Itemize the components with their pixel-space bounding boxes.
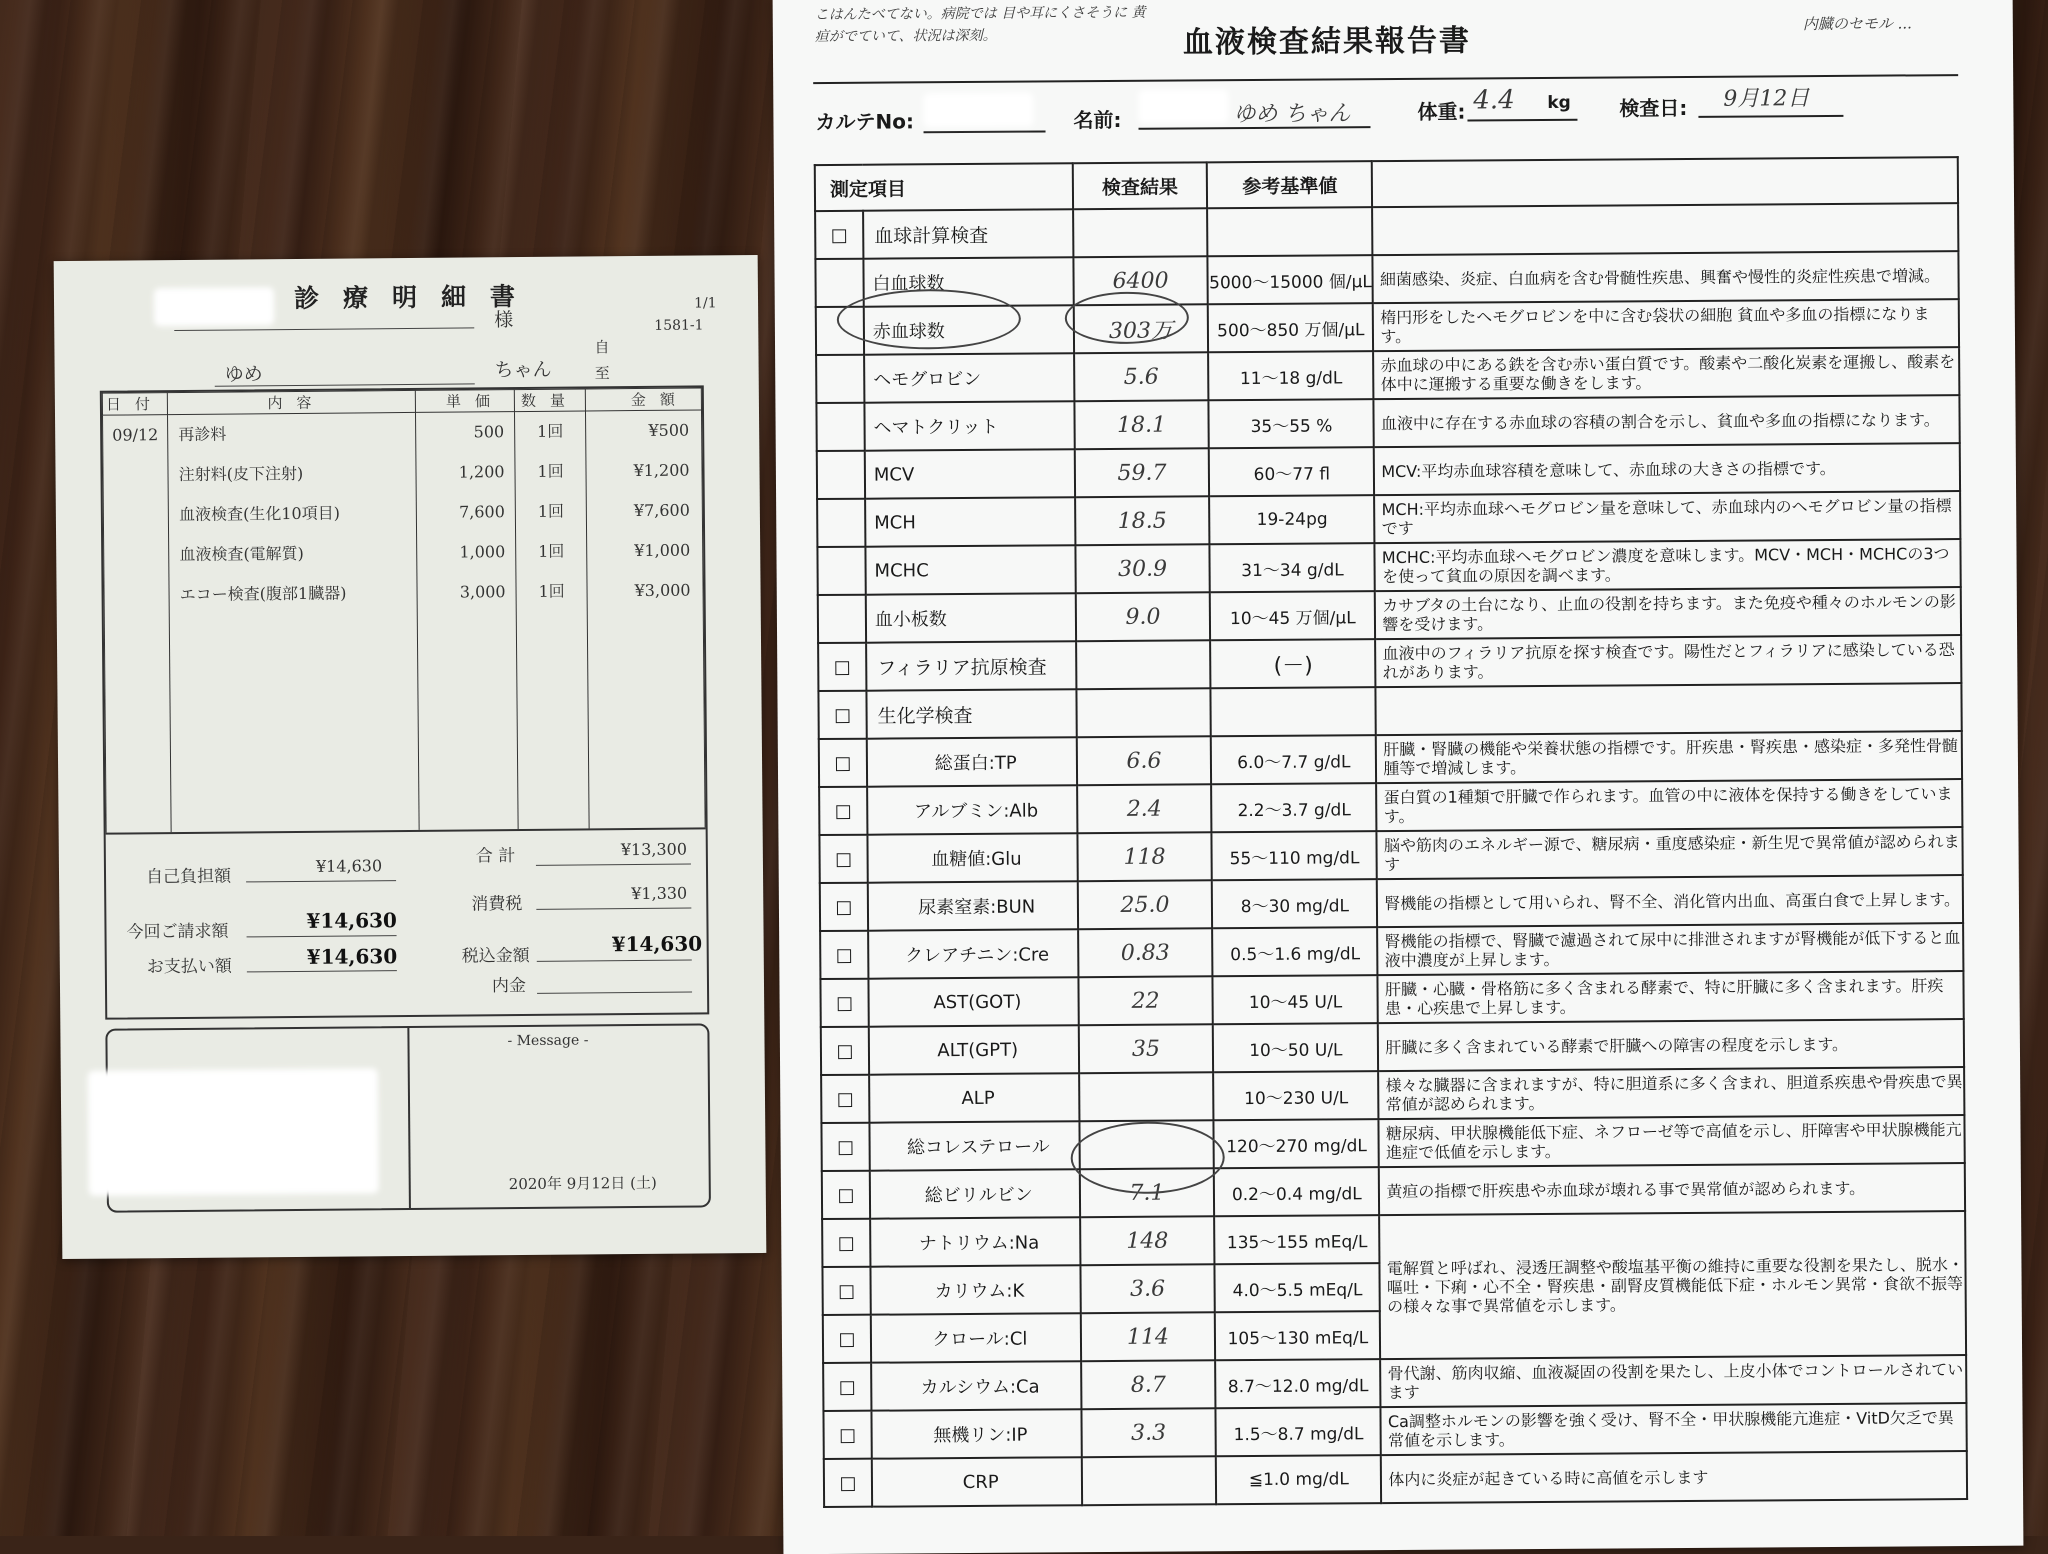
test-name: MCV [865, 449, 1075, 498]
test-name: ヘモグロビン [864, 353, 1074, 402]
row-price: 7,600 [458, 502, 505, 522]
test-result: 5.6 [1074, 352, 1209, 401]
row-price: 1,000 [459, 542, 506, 562]
test-description: 腎機能の指標として用いられ、腎不全、消化管内出血、高蛋白食で上昇します。 [1377, 875, 1963, 927]
result-row [821, 1115, 1964, 1171]
reference-range: 8.7〜12.0 mg/dL [1216, 1359, 1381, 1408]
result-row [820, 923, 1963, 979]
row-price: 500 [473, 422, 505, 442]
result-row [817, 539, 1960, 595]
karte-label: カルテNo: [815, 109, 915, 135]
test-description: 蛋白質の1種類で肝臓で作られます。血管の中に液体を保持する働きをしています。 [1376, 779, 1962, 831]
test-date: 9月12日 [1723, 86, 1810, 112]
row-spacer [816, 355, 864, 403]
reference-range: 0.5〜1.6 mg/dL [1212, 927, 1377, 976]
result-row [823, 1355, 1966, 1411]
row-qty: 1回 [538, 581, 565, 601]
owner-line [174, 327, 474, 331]
test-description: 赤血球の中にある鉄を含む赤い蛋白質です。酸素や二酸化炭素を運搬し、酸素を体中に運搬する重要な働きをします。 [1373, 347, 1959, 399]
results-table [814, 156, 1968, 1508]
test-result [1081, 1456, 1216, 1505]
reference-range: 8〜30 mg/dL [1212, 879, 1377, 928]
test-name: ヘマトクリット [864, 401, 1074, 450]
date-label: 検査日: [1619, 95, 1688, 121]
reference-range: 10〜45 万個/μL [1210, 591, 1375, 640]
billed-label: 今回ご請求額 [126, 921, 229, 943]
result-row [819, 827, 1962, 883]
row-spacer [817, 499, 865, 547]
test-description: 腎機能の指標で、腎臓で濾過されて尿中に排泄されますが腎機能が低下すると血液中濃度が上昇します。 [1377, 923, 1963, 975]
reference-range: 2.2〜3.7 g/dL [1211, 783, 1376, 832]
section-title: 血球計算検査 [863, 209, 1073, 258]
checkbox[interactable]: □ [818, 691, 866, 739]
row-spacer [816, 403, 864, 451]
row-item: エコー検査(腹部1臓器) [179, 583, 347, 605]
row-amount: ¥3,000 [634, 580, 691, 601]
filaria-ref: (－) [1210, 639, 1375, 688]
test-result [1079, 1072, 1214, 1121]
row-price: 3,000 [459, 582, 506, 602]
result-row [820, 875, 1963, 931]
checkbox[interactable]: □ [823, 1411, 871, 1459]
paid-label: お支払い額 [146, 956, 232, 978]
result-row [816, 395, 1959, 451]
billed-value: ¥14,630 [306, 908, 397, 933]
test-description: 楕円形をしたヘモグロビンを中に含む袋状の細胞 貧血や多血の指標になります。 [1373, 299, 1959, 351]
invoice-body [103, 410, 706, 833]
test-result: 0.83 [1078, 928, 1213, 977]
test-description: 細菌感染、炎症、白血病を含む骨髄性疾患、興奮や慢性的炎症性疾患で増減。 [1373, 251, 1959, 303]
row-amount: ¥500 [648, 420, 690, 440]
row-date: 09/12 [112, 425, 159, 445]
reference-range: 120〜270 mg/dL [1214, 1119, 1379, 1168]
invoice-table-box [100, 385, 709, 1019]
results-header [815, 157, 1958, 211]
section-filaria [818, 635, 1961, 691]
weight-label: 体重: [1417, 99, 1466, 124]
test-description: カサブタの土台になり、止血の役割を持ちます。また免疫や種々のホルモンの影響を受けます。 [1375, 587, 1961, 639]
reference-range: 55〜110 mg/dL [1212, 831, 1377, 880]
test-description: 血液中に存在する赤血球の容積の割合を示し、貧血や多血の指標になります。 [1374, 395, 1960, 447]
result-row [821, 1067, 1964, 1123]
checkbox[interactable]: □ [819, 787, 867, 835]
col-ref: 参考基準値 [1207, 161, 1372, 208]
checkbox[interactable]: □ [824, 1459, 872, 1507]
report-paper [773, 0, 2024, 1554]
test-result: 18.5 [1075, 496, 1210, 545]
checkbox[interactable]: □ [820, 979, 868, 1027]
row-price: 1,200 [458, 462, 505, 482]
test-name: 総コレステロール [869, 1121, 1079, 1170]
test-name: ナトリウム:Na [870, 1217, 1080, 1266]
test-result: 22 [1078, 976, 1213, 1025]
to-label: 至 [594, 364, 610, 383]
test-name: CRP [872, 1457, 1082, 1506]
result-row [820, 971, 1963, 1027]
checkbox[interactable]: □ [815, 211, 863, 259]
message-title: - Message - [507, 1032, 589, 1050]
report-title: 血液検査結果報告書 [1182, 23, 1472, 61]
invoice-paper [54, 255, 767, 1259]
reference-range: 0.2〜0.4 mg/dL [1214, 1167, 1379, 1216]
test-name: クレアチニン:Cre [868, 929, 1078, 978]
test-description: 肝臓・心臓・骨格筋に多く含まれる酵素で、特に肝臓に多く含まれます。肝疾患・心疾患で上昇します。 [1378, 971, 1964, 1023]
result-row [822, 1163, 1965, 1219]
redacted-owner [1138, 89, 1228, 124]
test-name: 総ビリルビン [870, 1169, 1080, 1218]
test-description: 体内に炎症が起きている時に高値を示します [1381, 1451, 1967, 1503]
handwritten-memo-right: 内臓のセモル ... [1802, 14, 1912, 34]
checkbox[interactable]: □ [818, 643, 866, 691]
redacted-karte-no [923, 93, 1033, 128]
incl-tax-label: 税込金額 [461, 945, 530, 967]
section-cbc [815, 203, 1958, 259]
test-description: Ca調整ホルモンの影響を強く受け、腎不全・甲状腺機能亢進症・VitD欠乏で異常値を示します。 [1381, 1403, 1967, 1455]
row-amount: ¥1,200 [633, 460, 690, 481]
row-qty: 1回 [537, 421, 564, 441]
section-title: 生化学検査 [866, 689, 1076, 738]
test-result: 2.4 [1077, 784, 1212, 833]
row-spacer [817, 451, 865, 499]
reference-range: 60〜77 fl [1209, 447, 1374, 496]
from-label: 自 [594, 338, 610, 357]
incl-tax-value: ¥14,630 [611, 931, 703, 957]
checkbox[interactable]: □ [819, 835, 867, 883]
test-name: カルシウム:Ca [871, 1361, 1081, 1410]
checkbox[interactable]: □ [819, 739, 867, 787]
test-result: 148 [1080, 1216, 1215, 1265]
tax-label: 消費税 [471, 894, 523, 915]
test-result: 118 [1077, 832, 1212, 881]
biochem-rows [819, 731, 1967, 1507]
row-item: 血液検査(生化10項目) [178, 503, 340, 525]
redacted-owner-name [154, 287, 274, 326]
test-description: 糖尿病、甲状腺機能低下症、ネフローゼ等で高値を示し、肝障害や甲状腺機能亢進症で低値を示します。 [1379, 1115, 1965, 1167]
row-qty: 1回 [537, 461, 564, 481]
test-result: 6.6 [1076, 736, 1211, 785]
test-name: 総蛋白:TP [867, 737, 1077, 786]
row-item: 血液検査(電解質) [179, 543, 304, 565]
row-amount: ¥1,000 [634, 540, 691, 561]
test-result: 8.7 [1081, 1360, 1216, 1409]
col-date: 日付 [102, 393, 167, 416]
checkbox[interactable]: □ [820, 883, 868, 931]
col-unit-price: 単価 [415, 390, 514, 413]
result-row [817, 443, 1960, 499]
checkbox[interactable]: □ [823, 1315, 871, 1363]
test-result: 9.0 [1075, 592, 1210, 641]
test-description: 脳や筋肉のエネルギー源で、糖尿病・重度感染症・新生児で異常値が認められます [1377, 827, 1963, 879]
total-label: 合 計 [475, 846, 516, 867]
result-row [823, 1403, 1966, 1459]
weight-value: 4.4 [1473, 85, 1515, 116]
test-description: 肝臓・腎臓の機能や栄養状態の指標です。肝疾患・腎疾患・感染症・多発性骨髄腫等で増減します。 [1376, 731, 1962, 783]
reference-range: 135〜155 mEq/L [1215, 1215, 1380, 1264]
col-amount: 金額 [585, 388, 701, 411]
test-name: 白血球数 [863, 257, 1073, 306]
checkbox[interactable]: □ [822, 1171, 870, 1219]
test-description: 黄疸の指標で肝疾患や赤血球が壊れる事で異常値が認められます。 [1379, 1163, 1965, 1215]
chan-label: ちゃん [494, 358, 552, 382]
test-result: 114 [1080, 1312, 1215, 1361]
weight-unit: kg [1547, 92, 1571, 113]
row-qty: 1回 [537, 501, 565, 521]
result-row [819, 779, 1962, 835]
test-name: カリウム:K [870, 1265, 1080, 1314]
test-name: クロール:Cl [871, 1313, 1081, 1362]
pet-name: ゆめ [224, 363, 263, 386]
test-result: 35 [1078, 1024, 1213, 1073]
checkbox[interactable]: □ [822, 1219, 870, 1267]
test-name: 血糖値:Glu [867, 833, 1077, 882]
breakdown-label: 内金 [491, 975, 527, 997]
reference-range: 31〜34 g/dL [1210, 543, 1375, 592]
reference-range: 10〜230 U/L [1213, 1071, 1378, 1120]
test-description: MCHC:平均赤血球ヘモグロビン濃度を意味します。MCV・MCH・MCHCの3つを使って貧血の原因を調べます。 [1375, 539, 1961, 591]
result-row [824, 1451, 1967, 1507]
checkbox[interactable]: □ [821, 1075, 869, 1123]
test-description: 骨代謝、筋肉収縮、血液凝固の役割を果たし、上皮小体でコントロールされています [1380, 1355, 1966, 1407]
test-description: 様々な臓器に含まれますが、特に胆道系に多く含まれ、胆道系疾患や骨疾患で異常値が認められます。 [1378, 1067, 1964, 1119]
checkbox[interactable]: □ [821, 1027, 869, 1075]
paid-value: ¥14,630 [306, 944, 398, 969]
col-item: 測定項目 [815, 163, 1073, 211]
test-result: 18.1 [1074, 400, 1209, 449]
checkbox[interactable]: □ [821, 1123, 869, 1171]
invoice-table [102, 387, 706, 832]
total-value: ¥13,300 [620, 839, 688, 860]
reference-range: ≦1.0 mg/dL [1216, 1455, 1381, 1504]
row-amount: ¥7,600 [633, 500, 690, 521]
col-qty: 数量 [514, 389, 585, 412]
test-result: 3.6 [1080, 1264, 1215, 1313]
self-pay-value: ¥14,630 [315, 856, 383, 876]
test-result: 3.3 [1081, 1408, 1216, 1457]
result-row [816, 347, 1959, 403]
name-label: 名前: [1073, 107, 1122, 133]
patient-name: ゆめ ちゃん [1233, 101, 1351, 128]
section-title: フィラリア抗原検査 [866, 641, 1076, 690]
test-name: 無機リン:IP [871, 1409, 1081, 1458]
checkbox[interactable]: □ [822, 1267, 870, 1315]
invoice-page: 1/1 [693, 295, 717, 312]
row-spacer [818, 595, 866, 643]
test-result: 303万 [1073, 304, 1208, 353]
reference-range: 35〜55 % [1209, 399, 1374, 448]
test-result: 30.9 [1075, 544, 1210, 593]
invoice-date: 2020年 9月12日 (土) [508, 1173, 657, 1194]
test-name: MCHC [865, 545, 1075, 594]
message-box [105, 1023, 711, 1212]
self-pay-label: 自己負担額 [145, 866, 232, 888]
test-name: 赤血球数 [864, 305, 1074, 354]
test-name: MCH [865, 497, 1075, 546]
section-biochem [818, 683, 1961, 739]
test-name: ALP [869, 1073, 1079, 1122]
checkbox[interactable]: □ [823, 1363, 871, 1411]
test-name: 血小板数 [866, 593, 1076, 642]
test-result: 59.7 [1074, 448, 1209, 497]
reference-range: 19-24pg [1209, 495, 1374, 544]
test-result: 25.0 [1077, 880, 1212, 929]
reference-range: 5000〜15000 個/μL [1208, 255, 1373, 304]
result-row [822, 1211, 1965, 1267]
redacted-clinic-info [88, 1068, 379, 1196]
test-name: ALT(GPT) [869, 1025, 1079, 1074]
filaria-desc: 血液中のフィラリア抗原を探す検査です。陽性だとフィラリアに感染している恐れがあります。 [1375, 635, 1961, 687]
result-row [817, 491, 1960, 547]
row-item: 注射料(皮下注射) [178, 463, 304, 485]
reference-range: 10〜45 U/L [1213, 975, 1378, 1024]
result-row [818, 587, 1961, 643]
test-result: 6400 [1073, 256, 1208, 305]
col-result: 検査結果 [1072, 162, 1207, 209]
invoice-code: 1581-1 [654, 317, 704, 334]
reference-range: 11〜18 g/dL [1208, 351, 1373, 400]
row-qty: 1回 [538, 541, 565, 561]
test-description: 肝臓に多く含まれている酵素で肝臓への障害の程度を示します。 [1378, 1019, 1964, 1071]
test-description: MCH:平均赤血球ヘモグロビン量を意味して、赤血球内のヘモグロビン量の指標です [1374, 491, 1960, 543]
result-row [821, 1019, 1964, 1075]
test-name: AST(GOT) [868, 977, 1078, 1026]
reference-range: 105〜130 mEq/L [1215, 1311, 1380, 1360]
reference-range: 10〜50 U/L [1213, 1023, 1378, 1072]
result-row [819, 731, 1962, 787]
tax-value: ¥1,330 [631, 883, 688, 904]
reference-range: 6.0〜7.7 g/dL [1211, 735, 1376, 784]
test-name: アルブミン:Alb [867, 785, 1077, 834]
invoice-title: 診療明細書 [293, 281, 540, 313]
col-content: 内容 [167, 390, 415, 414]
test-description: MCV:平均赤血球容積を意味して、赤血球の大きさの指標です。 [1374, 443, 1960, 495]
checkbox[interactable]: □ [820, 931, 868, 979]
sama-label: 様 [494, 309, 514, 332]
row-item: 再診料 [178, 424, 227, 445]
electrolyte-desc: 電解質と呼ばれ、浸透圧調整や酸塩基平衡の維持に重要な役割を果たし、脱水・嘔吐・下痢・心不全・腎疾患・副腎皮質機能低下症・ホルモン異常・食欲不振等の様々な事で異常値を示します。 [1379, 1211, 1966, 1359]
reference-range: 1.5〜8.7 mg/dL [1216, 1407, 1381, 1456]
row-spacer [817, 547, 865, 595]
handwritten-memo: こはんたべてない。病院では 目や耳にくさそうに 黄疸がでていて、状況は深刻。 [814, 4, 1146, 46]
reference-range: 4.0〜5.5 mEq/L [1215, 1263, 1380, 1312]
test-result: 7.1 [1079, 1168, 1214, 1217]
test-name: 尿素窒素:BUN [868, 881, 1078, 930]
reference-range: 500〜850 万個/μL [1208, 303, 1373, 352]
